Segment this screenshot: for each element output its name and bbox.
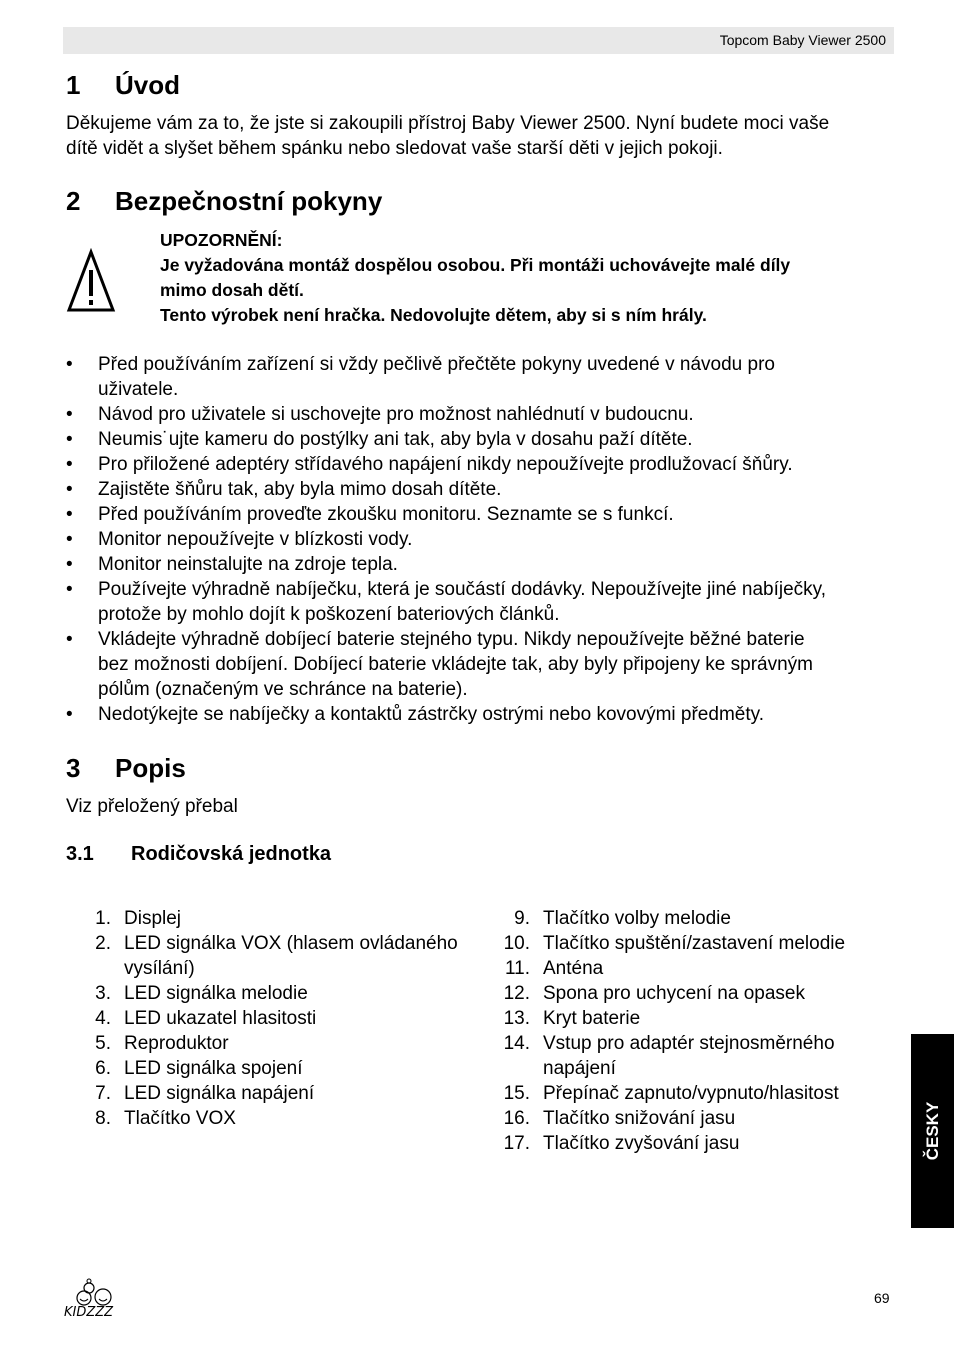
list-item-text: Tlačítko zvyšování jasu bbox=[543, 1133, 740, 1154]
section-1-heading bbox=[66, 70, 180, 101]
list-item-number: 17. bbox=[503, 1133, 530, 1154]
warning-label: UPOZORNĚNÍ: bbox=[160, 230, 283, 250]
list-item bbox=[498, 1081, 898, 1106]
list-item-text: LED signálka spojení bbox=[124, 1058, 303, 1079]
section-1-title: Úvod bbox=[115, 70, 180, 100]
bullet-text: Zajistěte šňůru tak, aby byla mimo dosah dítěte. bbox=[98, 479, 502, 500]
section-3-title: Popis bbox=[115, 753, 186, 783]
list-item-number: 6. bbox=[95, 1058, 111, 1079]
bullet-symbol: • bbox=[66, 354, 73, 375]
bullet-text: Před používáním proveďte zkoušku monitoru. Seznamte se s funkcí. bbox=[98, 504, 674, 525]
warning-line: Je vyžadována montáž dospělou osobou. Při montáži uchovávejte malé díly bbox=[160, 255, 791, 275]
list-item bbox=[498, 981, 898, 1006]
bullet-text: Návod pro uživatele si uschovejte pro možnost nahlédnutí v budoucnu. bbox=[98, 404, 694, 425]
list-item bbox=[79, 906, 489, 931]
warning-line: Tento výrobek není hračka. Nedovolujte dětem, aby si s ním hrály. bbox=[160, 305, 707, 325]
parts-list-right bbox=[498, 906, 898, 1156]
list-item bbox=[79, 1006, 489, 1031]
bullet-text: Používejte výhradně nabíječku, která je součástí dodávky. Nepoužívejte jiné nabíječky, bbox=[98, 579, 827, 600]
section-3-number: 3 bbox=[66, 753, 81, 783]
list-item-number: 2. bbox=[95, 933, 111, 954]
list-item-number: 8. bbox=[95, 1108, 111, 1129]
section-2-number: 2 bbox=[66, 186, 81, 216]
bullet-item bbox=[66, 427, 896, 452]
list-item bbox=[498, 1006, 898, 1031]
subsection-3-1-heading bbox=[66, 843, 331, 866]
bullet-symbol: • bbox=[66, 529, 73, 550]
header-title: Topcom Baby Viewer 2500 bbox=[719, 32, 886, 48]
section-1-number: 1 bbox=[66, 70, 81, 100]
parts-list-left bbox=[79, 906, 489, 1131]
list-item-number: 14. bbox=[503, 1033, 530, 1054]
bullet-text: protože by mohlo dojít k poškození bateriových článků. bbox=[98, 604, 560, 625]
list-item-text: Vstup pro adaptér stejnosměrného bbox=[543, 1033, 835, 1054]
list-item-text: Spona pro uchycení na opasek bbox=[543, 983, 805, 1004]
bullet-text: Neumis˙ujte kameru do postýlky ani tak, aby byla v dosahu paží dítěte. bbox=[98, 429, 693, 450]
section-3-intro: Viz přeložený přebal bbox=[66, 796, 238, 817]
list-item-number: 11. bbox=[504, 958, 530, 979]
list-item-number: 3. bbox=[95, 983, 111, 1004]
list-item-number: 4. bbox=[95, 1008, 111, 1029]
bullet-text: Monitor nepoužívejte v blízkosti vody. bbox=[98, 529, 413, 550]
list-item bbox=[498, 906, 898, 931]
bullet-text: pólům (označeným ve schránce na baterie). bbox=[98, 679, 468, 700]
list-item-number: 5. bbox=[95, 1033, 111, 1054]
list-item bbox=[498, 1031, 898, 1081]
bullet-text: bez možnosti dobíjení. Dobíjecí baterie vkládejte tak, aby byly připojeny ke správným bbox=[98, 654, 813, 675]
safety-bullet-list bbox=[66, 352, 896, 727]
list-item-text: Kryt baterie bbox=[543, 1008, 641, 1029]
list-item-number: 13. bbox=[503, 1008, 530, 1029]
subsection-title: Rodičovská jednotka bbox=[131, 843, 332, 865]
list-item bbox=[79, 981, 489, 1006]
bullet-item bbox=[66, 627, 896, 702]
list-item bbox=[79, 1106, 489, 1131]
svg-text:KIDZZZ: KIDZZZ bbox=[64, 1305, 114, 1320]
intro-line: dítě vidět a slyšet během spánku nebo sledovat vaše starší děti v jejich pokoji. bbox=[66, 138, 723, 159]
list-item-text: LED signálka VOX (hlasem ovládaného bbox=[124, 933, 458, 954]
bullet-item bbox=[66, 527, 896, 552]
bullet-symbol: • bbox=[66, 629, 73, 650]
section-3-heading bbox=[66, 753, 186, 784]
bullet-symbol: • bbox=[66, 429, 73, 450]
bullet-item bbox=[66, 352, 896, 402]
bullet-symbol: • bbox=[66, 704, 73, 725]
bullet-symbol: • bbox=[66, 454, 73, 475]
list-item-text: LED signálka melodie bbox=[124, 983, 308, 1004]
list-item-text: LED ukazatel hlasitosti bbox=[124, 1008, 317, 1029]
language-side-tab-label: ČESKY bbox=[922, 1101, 942, 1161]
bullet-symbol: • bbox=[66, 479, 73, 500]
list-item bbox=[79, 1031, 489, 1056]
bullet-symbol: • bbox=[66, 504, 73, 525]
list-item-text: Reproduktor bbox=[124, 1033, 229, 1054]
list-item-text: LED signálka napájení bbox=[124, 1083, 315, 1104]
list-item-number: 10. bbox=[503, 933, 530, 954]
warning-line: mimo dosah dětí. bbox=[160, 280, 304, 300]
intro-line: Děkujeme vám za to, že jste si zakoupili přístroj Baby Viewer 2500. Nyní budete moci vaše bbox=[66, 113, 830, 134]
bullet-text: Monitor neinstalujte na zdroje tepla. bbox=[98, 554, 398, 575]
list-item-number: 9. bbox=[514, 908, 530, 929]
list-item bbox=[79, 1056, 489, 1081]
list-item-text: Displej bbox=[124, 908, 182, 929]
list-item bbox=[498, 1106, 898, 1131]
subsection-number: 3.1 bbox=[66, 843, 94, 865]
intro-paragraph bbox=[66, 111, 896, 161]
list-item bbox=[498, 956, 898, 981]
kidzzz-logo bbox=[62, 1278, 136, 1320]
bullet-symbol: • bbox=[66, 404, 73, 425]
warning-block bbox=[160, 228, 900, 328]
bullet-item bbox=[66, 552, 896, 577]
bullet-symbol: • bbox=[66, 579, 73, 600]
bullet-text: Pro přiložené adeptéry střídavého napájení nikdy nepoužívejte prodlužovací šňůry. bbox=[98, 454, 793, 475]
bullet-symbol: • bbox=[66, 554, 73, 575]
bullet-text: uživatele. bbox=[98, 379, 179, 400]
list-item-text: Tlačítko spuštění/zastavení melodie bbox=[543, 933, 846, 954]
list-item bbox=[79, 931, 489, 981]
section-2-heading bbox=[66, 186, 382, 217]
list-item-number: 7. bbox=[95, 1083, 111, 1104]
list-item-text: Anténa bbox=[543, 958, 604, 979]
bullet-item bbox=[66, 477, 896, 502]
list-item bbox=[79, 1081, 489, 1106]
page-number: 69 bbox=[874, 1290, 890, 1306]
warning-triangle-icon bbox=[66, 248, 116, 314]
section-2-title: Bezpečnostní pokyny bbox=[115, 186, 383, 216]
bullet-text: Nedotýkejte se nabíječky a kontaktů zástrčky ostrými nebo kovovými předměty. bbox=[98, 704, 764, 725]
header-bar bbox=[63, 27, 894, 54]
list-item-number: 15. bbox=[503, 1083, 530, 1104]
list-item-text: Tlačítko VOX bbox=[124, 1108, 236, 1129]
bullet-text: Před používáním zařízení si vždy pečlivě přečtěte pokyny uvedené v návodu pro bbox=[98, 354, 775, 375]
bullet-item bbox=[66, 577, 896, 627]
list-item-text: Přepínač zapnuto/vypnuto/hlasitost bbox=[543, 1083, 839, 1104]
bullet-text: Vkládejte výhradně dobíjecí baterie stejného typu. Nikdy nepoužívejte běžné baterie bbox=[98, 629, 805, 650]
language-side-tab bbox=[911, 1034, 954, 1228]
list-item-text: Tlačítko volby melodie bbox=[543, 908, 731, 929]
list-item-text: Tlačítko snižování jasu bbox=[543, 1108, 736, 1129]
list-item-text: vysílání) bbox=[124, 958, 195, 979]
list-item-number: 12. bbox=[503, 983, 530, 1004]
list-item-number: 1. bbox=[95, 908, 111, 929]
list-item bbox=[498, 931, 898, 956]
bullet-item bbox=[66, 502, 896, 527]
list-item-text: napájení bbox=[543, 1058, 616, 1079]
bullet-item bbox=[66, 452, 896, 477]
bullet-item bbox=[66, 702, 896, 727]
list-item bbox=[498, 1131, 898, 1156]
list-item-number: 16. bbox=[503, 1108, 530, 1129]
bullet-item bbox=[66, 402, 896, 427]
